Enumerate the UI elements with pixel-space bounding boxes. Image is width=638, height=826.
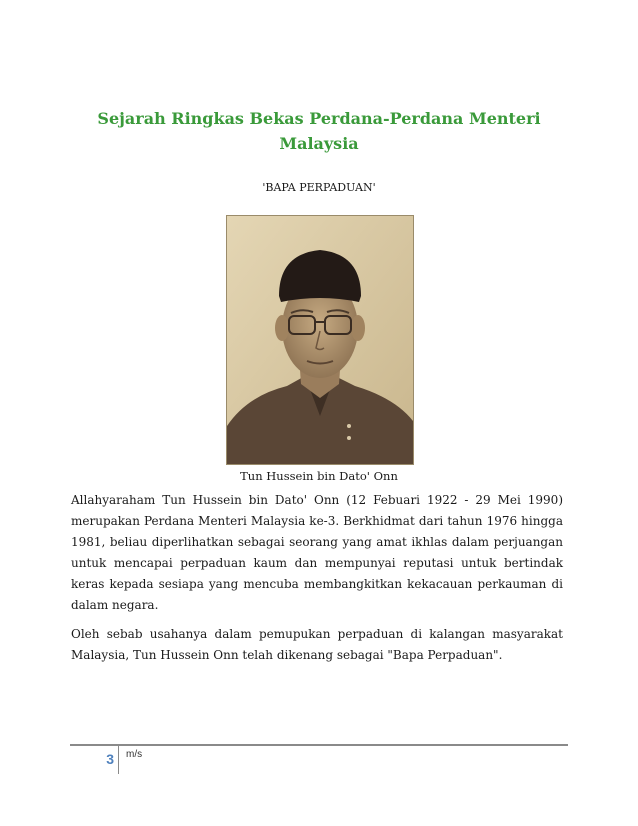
photo-caption: Tun Hussein bin Dato' Onn (240, 469, 398, 483)
footer-divider (70, 744, 568, 746)
paragraph-biography: Allahyaraham Tun Hussein bin Dato' Onn (12 Febuari 1922 - 29 Mei 1990) merupakan Perdana Menteri Malaysia ke-3. Berkhidmat dari tahun 1976 hingga 1981, beliau diperlihatkan sebagai seorang yang amat ikhlas dalam perjuangan untuk mencapai perpaduan kaum dan mempunyai reputasi untuk bertindak keras kepada sesiapa yang mencuba membangkitkan kekacauan perkauman di dalam negara. (71, 493, 563, 612)
footer-label: m/s (126, 749, 143, 760)
page-number: 3 (106, 751, 114, 767)
portrait-photo (226, 215, 414, 465)
paragraph-legacy: Oleh sebab usahanya dalam pemupukan perpaduan di kalangan masyarakat Malaysia, Tun Hussein Onn telah dikenang sebagai "Bapa Perpaduan". (71, 627, 563, 662)
document-subtitle: 'BAPA PERPADUAN' (262, 181, 376, 194)
document-title: Sejarah Ringkas Bekas Perdana-Perdana Menteri Malaysia (97, 109, 541, 153)
footer-vertical-divider (118, 746, 119, 774)
